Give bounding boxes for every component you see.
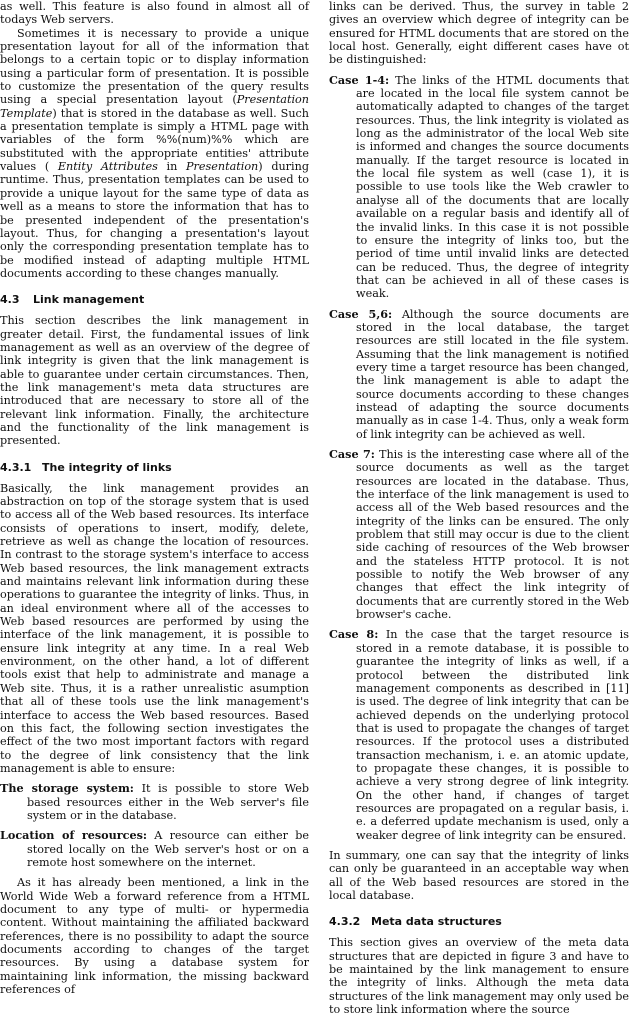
- paragraph-summary: In summary, one can say that the integrity of links can only be guaranteed in an acceptable way when all of the Web based resources are stored in the local database.: [329, 848, 629, 902]
- case-list: [329, 74, 629, 842]
- term-entity-attributes: Entity Attributes: [57, 160, 158, 174]
- section-title: Meta data structures: [371, 915, 502, 929]
- case-term: Case 7:: [329, 447, 375, 461]
- case-item-5-6: [329, 308, 629, 441]
- term-presentation-template: Presentation Template: [0, 93, 309, 120]
- paragraph-continued: as well. This feature is also found in almost all of todays Web servers.: [0, 0, 309, 27]
- paragraph-meta-data-structures: This section gives an overview of the meta data structures that are depicted in figure 3 and have to be maintained by the link management to ensure the integrity of links. Although the meta data structures of the link management may only used be to store link information where the source: [329, 936, 629, 1016]
- factor-item-location-of-resources: [0, 829, 309, 869]
- right-column: [329, 0, 629, 1016]
- paragraph-integrity-basics: Basically, the link management provides an abstraction on top of the storage system that is used to access all of the Web based resources. Its interface consists of operations to insert, modify, delete, retrieve as well as change the location of resources. In contrast to the storage system's interface to access Web based resources, the link management extracts and maintains relevant link information during these operations to guarantee the integrity of links. Thus, in an ideal environment where all of the accesses to Web based resources are performed by using the interface of the link management, it is possible to ensure link integrity at any time. In a real Web environment, on the other hand, a lot of different tools exist that help to administrate and manage a Web site. Thus, it is a rather unrealistic asumption that all of these tools use the link management's interface to access the Web based resources. Based on this fact, the following section investigates the effect of the two most important factors with regard to the degree of link consistency that the link management is able to ensure:: [0, 481, 309, 775]
- case-term: Case 5,6:: [329, 306, 393, 321]
- case-term: Case 8:: [329, 627, 379, 642]
- factor-term: Location of resources:: [0, 828, 148, 843]
- factor-item-storage-system: [0, 782, 309, 822]
- section-number: 4.3.1: [0, 460, 32, 474]
- case-item-1-4: [329, 74, 629, 301]
- case-item-8: [329, 628, 629, 842]
- term-presentation: Presentation: [186, 160, 259, 174]
- section-number: 4.3.2: [329, 915, 361, 929]
- left-column: [0, 0, 309, 996]
- section-heading-4-3-1: [0, 461, 309, 475]
- section-heading-4-3-2: [329, 915, 629, 929]
- case-description: Although the source documents are stored in the local database, the target resources are still located in the file system. Assuming that the link management is notified every time a target resource has been changed, the link management is able to adapt the source documents according to these changes instead of adapting the source documents manually as in case 1-4. Thus, only a weak form of link integrity can be achieved as well.: [356, 307, 629, 441]
- factor-term: The storage system:: [0, 781, 134, 796]
- section-heading-4-3: [0, 293, 309, 307]
- paragraph-link-management-intro: This section describes the link management in greater detail. First, the fundamental issues of link management as well as an overview of the degree of link integrity is given that the link management is able to guarantee under certain circumstances. Then, the link management's meta data structures are introduced that are necessary to store all of the relevant link information. Finally, the architecture and the functionality of the link management is presented.: [0, 314, 309, 448]
- case-item-7: [329, 448, 629, 621]
- section-title: Link management: [33, 293, 145, 307]
- case-description: The links of the HTML documents that are located in the local file system cannot be automatically adapted to changes of the target resources. Thus, the link integrity is violated as long as the administrator of the local Web site is informed and changes the source documents manually. If the target resource is located in the local file system as well (case 1), it is possible to use tools like the Web crawler to analyse all of the documents that are locally available on a regular basis and identify all of the invalid links. In this case it is not possible to ensure the integrity of links too, but the period of time until invalid links are detected can be reduced. Thus, the degree of integrity that can be achieved in all of these cases is weak.: [356, 73, 629, 301]
- paragraph-presentation-template: Sometimes it is necessary to provide a unique presentation layout for all of the information that belongs to a certain topic or to display information using a particular form of presentation. It is possible to customize the presentation of the query results using a special presentation layout (Presentation Template) that is stored in the database as well. Such a presentation template is simply a HTML page with variables of the form %%(num)%% which are substituted with the appropriate entities' attribute values ( Entity Attributes in Presentation) during runtime. Thus, presentation templates can be used to provide a unique layout for the same type of data as well as a means to store the information that has to be presented independent of the presentation's layout. Thus, for changing a presentation's layout only the corresponding presentation template has to be modified instead of adapting multiple HTML documents according to these changes manually.: [0, 26, 309, 280]
- case-description: This is the interesting case where all of the source documents as well as the target resources are located in the database. Thus, the interface of the link management is used to access all of the Web based resources and the integrity of the links can be ensured. The only problem that still may occur is due to the client side caching of resources of the Web browser and the stateless HTTP protocol. It is not possible to notify the Web browser of any changes that effect the link integrity of documents that are currently stored in the Web browser's cache.: [356, 448, 629, 622]
- paragraph-continued: links can be derived. Thus, the survey in table 2 gives an overview which degree of integrity can be ensured for HTML documents that are stored on the local host. Generally, eight different cases have ot be distinguished:: [329, 0, 629, 67]
- case-description: In the case that the target resource is stored in a remote database, it is possible to guarantee the integrity of links as well, if a protocol between the distributed link management components as described in [11] is used. The degree of link integrity that can be achieved depends on the underlying protocol that is used to propagate the changes of target resources. If the protocol uses a distributed transaction mechanism, i. e. an atomic update, to propagate these changes, it is possible to achieve a very strong degree of link integrity. On the other hand, if changes of target resources are propagated on a regular basis, i. e. a deferred update mechanism is used, only a weaker degree of link integrity can be ensured.: [356, 628, 629, 842]
- section-number: 4.3: [0, 293, 20, 307]
- case-term: Case 1-4:: [329, 72, 390, 87]
- factor-description: It is possible to store Web based resources either in the Web server's file system or in the database.: [27, 782, 310, 822]
- section-title: The integrity of links: [42, 460, 172, 474]
- paragraph-forward-references: As it has already been mentioned, a link in the World Wide Web a forward reference from a HTML document to any type of multi- or hypermedia content. Without maintaining the affiliated backward references, there is no possibility to adapt the source documents according to changes of the target resources. By using a database system for maintaining link information, the missing backward references of: [0, 876, 309, 997]
- factor-description: A resource can either be stored locally on the Web server's host or on a remote host somewhere on the internet.: [27, 829, 309, 869]
- factor-list: [0, 782, 309, 869]
